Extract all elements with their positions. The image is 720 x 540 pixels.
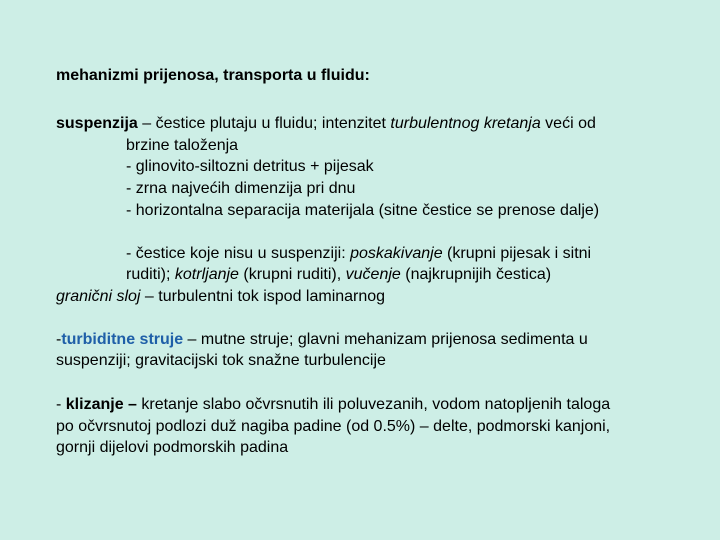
text: ruditi);	[126, 266, 175, 283]
text: – mutne struje; glavni mehanizam prijenosa sedimenta u	[183, 331, 588, 348]
sliding-line-1	[56, 395, 610, 415]
non-suspension-line-2	[126, 265, 551, 285]
suspension-text-b: veći od	[540, 115, 596, 132]
term-italic: vučenje	[345, 266, 401, 283]
suspension-italic: turbulentnog kretanja	[390, 115, 541, 132]
text: (najkrupnijih čestica)	[400, 266, 552, 283]
non-suspension-line-1	[126, 244, 591, 264]
turbidity-line-2: suspenziji; gravitacijski tok snažne turbulencije	[56, 352, 386, 369]
non-suspension-line-3	[56, 287, 385, 307]
text: – turbulentni tok ispod laminarnog	[140, 288, 386, 305]
suspension-bullet: - glinovito-siltozni detritus + pijesak	[126, 158, 374, 175]
term-italic: poskakivanje	[350, 245, 443, 262]
suspension-line-1	[56, 114, 596, 134]
text: -	[56, 396, 66, 413]
text: kretanje slabo očvrsnutih ili poluvezanih, vodom natopljenih taloga	[136, 396, 611, 413]
slide-title: mehanizmi prijenosa, transporta u fluidu:	[56, 67, 370, 84]
suspension-bullet: - zrna najvećih dimenzija pri dnu	[126, 180, 356, 197]
turbidity-line-1	[56, 330, 588, 350]
term-italic: kotrljanje	[174, 266, 239, 283]
text: (krupni ruditi),	[238, 266, 346, 283]
sliding-term: klizanje –	[65, 396, 137, 413]
text: -	[56, 331, 62, 348]
term-italic: granični sloj	[56, 288, 141, 305]
sliding-line-3: gornji dijelovi podmorskih padina	[56, 439, 289, 456]
suspension-term: suspenzija	[56, 115, 138, 132]
text: - čestice koje nisu u suspenziji:	[126, 245, 351, 262]
suspension-text-a: – čestice plutaju u fluidu; intenzitet	[137, 115, 391, 132]
sliding-line-2: po očvrsnutoj podlozi duž nagiba padine (od 0.5%) – delte, podmorski kanjoni,	[56, 418, 611, 435]
suspension-bullet: - horizontalna separacija materijala (sitne čestice se prenose dalje)	[126, 202, 600, 219]
suspension-line-2: brzine taloženja	[126, 137, 239, 154]
text: (krupni pijesak i sitni	[442, 245, 592, 262]
turbidity-term: turbiditne struje	[61, 331, 184, 348]
